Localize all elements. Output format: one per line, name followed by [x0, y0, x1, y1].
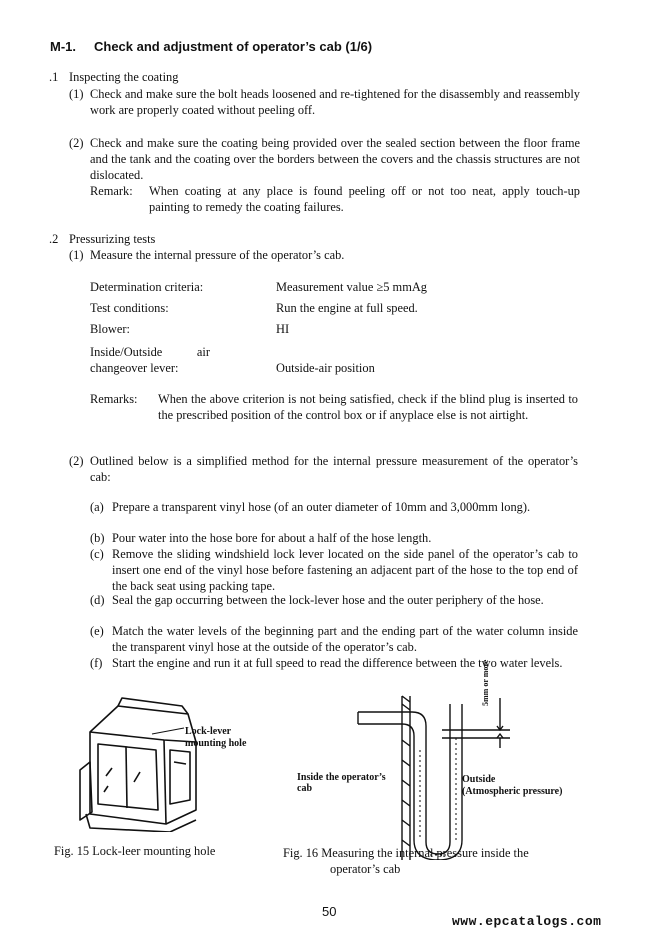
- item-2-2-text: Outlined below is a simplified method for the internal pressure measurement of the operator’s cab:: [90, 454, 578, 484]
- remark-label: Remark:: [90, 184, 133, 198]
- criteria-value: Outside-air position: [276, 361, 375, 375]
- step-label: (b): [90, 531, 105, 545]
- website-link[interactable]: www.epcatalogs.com: [452, 914, 602, 929]
- item-2-1-label: (1): [69, 248, 84, 262]
- item-2-2-label: (2): [69, 454, 84, 468]
- step-text: Remove the sliding windshield lock lever located on the side panel of the operator’s cab to insert one end of the vinyl hose before fastening an adjacent part of the hose to the top end of the back seat using packing tape.: [112, 547, 578, 593]
- callout-label-line2: mounting hole: [185, 738, 247, 749]
- step-label: (c): [90, 547, 104, 561]
- callout-label-line1: Lock-lever: [185, 726, 232, 737]
- step-text: Seal the gap occurring between the lock-lever hose and the outer periphery of the hose.: [112, 593, 544, 607]
- callout-leader-line: [150, 726, 186, 736]
- outside-label-line1: Outside: [462, 774, 496, 785]
- inside-label-line2: cab: [297, 783, 312, 794]
- step-text: Pour water into the hose bore for about a half of the hose length.: [112, 531, 432, 545]
- criteria-label: Test conditions:: [90, 301, 169, 315]
- remarks-text: When the above criterion is not being satisfied, check if the blind plug is inserted to the prescribed position of the control box or if anyplace else is not airtight.: [158, 392, 578, 422]
- step-text: Match the water levels of the beginning part and the ending part of the water column inside the transparent vinyl hose at the outside of the operator’s cab.: [112, 624, 578, 654]
- section-number: M-1.: [50, 39, 76, 54]
- item-1-text: Check and make sure the bolt heads loosened and re-tightened for the disassembly and reassembly work are properly coated without peeling off.: [90, 87, 580, 117]
- item-1-label: (1): [69, 87, 84, 101]
- cab-illustration: [70, 692, 200, 832]
- figure-15-caption: Fig. 15 Lock-leer mounting hole: [54, 844, 216, 858]
- criteria-label: Inside/Outside air changeover lever:: [90, 345, 210, 375]
- step-label: (d): [90, 593, 105, 607]
- page-number: 50: [322, 904, 337, 919]
- inside-label-line1: Inside the operator’s: [297, 772, 386, 783]
- step-text: Prepare a transparent vinyl hose (of an outer diameter of 10mm and 3,000mm long).: [112, 500, 531, 514]
- outside-label-line2: (Atmospheric pressure): [462, 786, 563, 797]
- section-1-title: Inspecting the coating: [69, 70, 179, 84]
- item-2-text: Check and make sure the coating being provided over the sealed section between the floor frame and the tank and the coating over the borders between the covers and the chassis structures are not dislocated.: [90, 136, 580, 182]
- step-label: (e): [90, 624, 104, 638]
- figure-16-caption-line2: operator’s cab: [330, 862, 401, 876]
- criteria-value: Run the engine at full speed.: [276, 301, 418, 315]
- figure-16-caption-line1: Fig. 16 Measuring the internal pressure inside the: [283, 846, 529, 860]
- item-2-1-text: Measure the internal pressure of the operator’s cab.: [90, 248, 345, 262]
- criteria-label: Blower:: [90, 322, 130, 336]
- section-1-number: .1: [49, 70, 59, 84]
- criteria-label: Determination criteria:: [90, 280, 204, 294]
- remarks-label: Remarks:: [90, 392, 138, 406]
- item-2-label: (2): [69, 136, 84, 150]
- page-title: Check and adjustment of operator’s cab (1/6): [94, 39, 373, 54]
- remark-text: When coating at any place is found peeling off or not too neat, apply touch-up painting to remedy the coating failures.: [149, 184, 580, 214]
- step-label: (f): [90, 656, 103, 670]
- section-2-title: Pressurizing tests: [69, 232, 156, 246]
- criteria-value: HI: [276, 322, 290, 336]
- dimension-label: 5mm or more: [481, 659, 490, 706]
- criteria-value: Measurement value ≥5 mmAg: [276, 280, 427, 294]
- section-2-number: .2: [49, 232, 59, 246]
- step-label: (a): [90, 500, 104, 514]
- step-text: Start the engine and run it at full speed to read the difference between the two water levels.: [112, 656, 563, 670]
